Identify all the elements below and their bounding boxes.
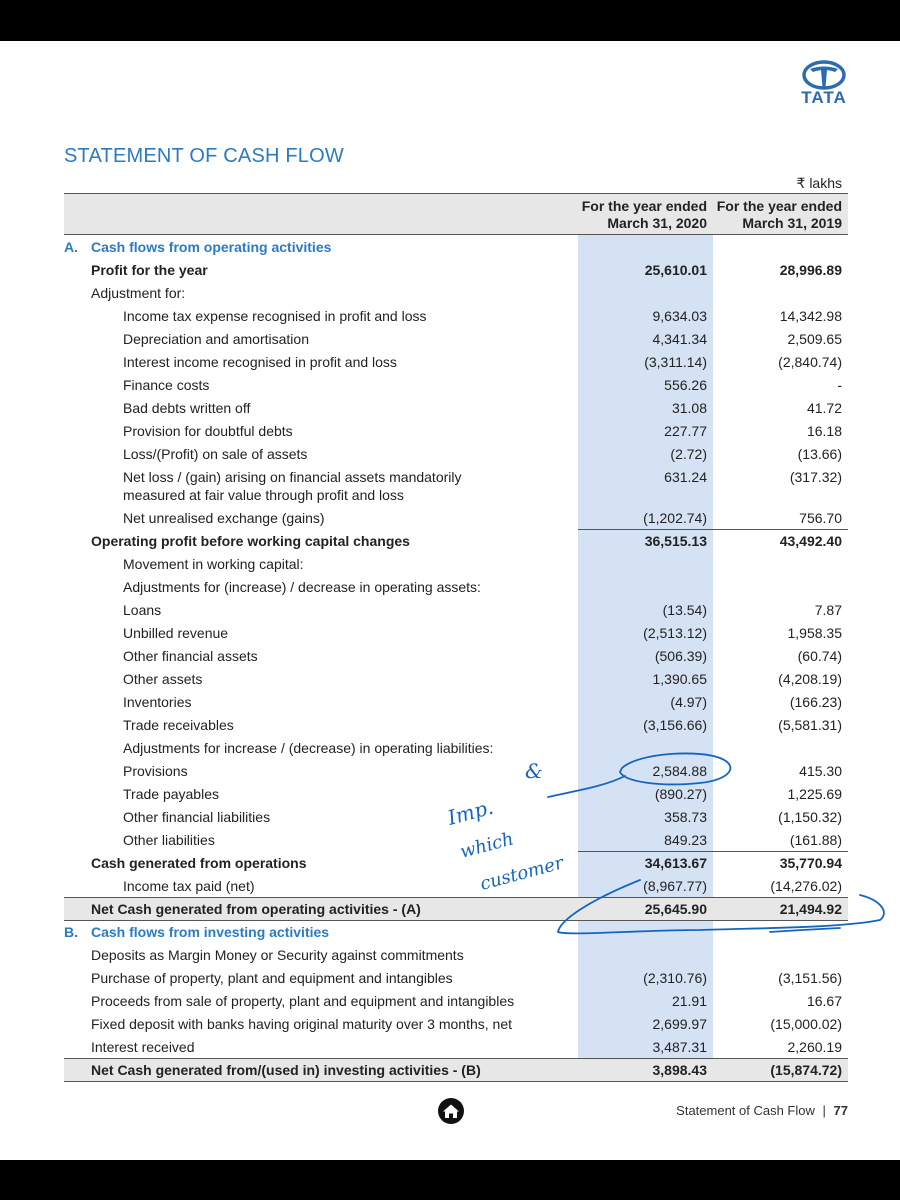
table-row-total-a: Net Cash generated from operating activities - (A) 25,645.90 21,494.92 <box>64 898 848 920</box>
units-label: ₹ lakhs <box>796 175 842 191</box>
home-icon[interactable] <box>437 1097 465 1125</box>
annotation-ampersand: & <box>525 759 543 783</box>
tata-emblem-icon <box>802 60 846 90</box>
footer-section-name: Statement of Cash Flow <box>676 1103 815 1118</box>
header-bottom-rule <box>64 234 848 235</box>
subtotal-rule <box>578 851 848 852</box>
subtotal-rule <box>578 529 848 530</box>
annotation-which: which <box>457 828 516 863</box>
tata-logo <box>798 60 850 108</box>
total-bottom-rule <box>64 1081 848 1082</box>
column-header-2019: For the year ended March 31, 2019 <box>716 198 842 231</box>
annotation-customer: customer <box>477 852 566 895</box>
table-row-total-b: Net Cash generated from/(used in) investing activities - (B) 3,898.43 (15,874.72) <box>64 1059 848 1081</box>
bottom-black-bar <box>0 1160 900 1200</box>
annotation-imp: Imp. <box>445 794 496 830</box>
page-title: STATEMENT OF CASH FLOW <box>64 145 344 167</box>
top-black-bar <box>0 0 900 41</box>
brand-name: TATA <box>801 88 847 107</box>
page-footer <box>676 1103 848 1118</box>
total-bottom-rule <box>64 920 848 921</box>
page-number: 77 <box>833 1103 848 1118</box>
footer-separator: | <box>822 1103 826 1118</box>
column-header-2020: For the year ended March 31, 2020 <box>581 198 707 231</box>
